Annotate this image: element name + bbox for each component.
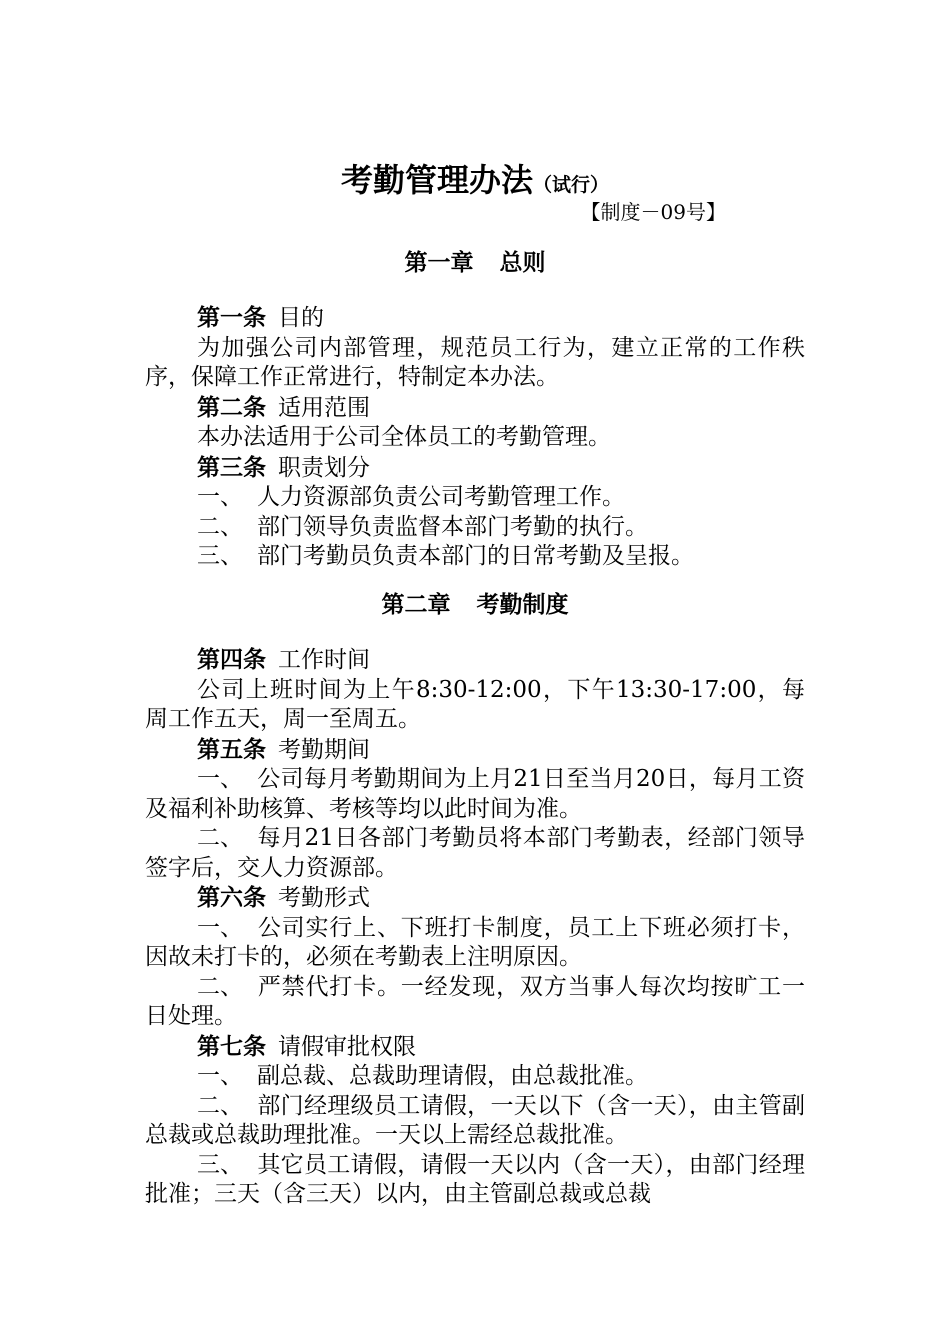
list-item: [145, 765, 805, 824]
item-number: 二、: [197, 973, 243, 1000]
title-main: 考勤管理办法: [340, 161, 533, 199]
item-number: 一、: [197, 484, 243, 510]
chapter-2-heading: [0, 590, 950, 620]
item-text: 人力资源部负责公司考勤管理工作。: [257, 484, 625, 510]
list-item: [145, 1151, 805, 1210]
item-text: 公司每月考勤期间为上月21日至当月20日，每月工资及福利补助核算、考核等均以此时间为准。: [145, 766, 805, 822]
item-text: 其它员工请假，请假一天以内（含一天），由部门经理批准；三天（含三天）以内，由主管副总裁或总裁: [145, 1151, 805, 1207]
article-3-heading: [145, 453, 805, 484]
article-1-text: 为加强公司内部管理，规范员工行为，建立正常的工作秩序，保障工作正常进行，特制定本办法。: [145, 334, 805, 390]
item-text: 部门领导负责监督本部门考勤的执行。: [257, 513, 648, 540]
item-number: 一、: [197, 766, 243, 792]
item-number: 二、: [197, 825, 243, 851]
article-title: 考勤形式: [278, 885, 370, 911]
article-title: 考勤期间: [278, 736, 370, 763]
list-item: [145, 1092, 805, 1151]
article-title: 目的: [278, 305, 324, 331]
article-label: 第一条: [197, 304, 266, 331]
list-item: [145, 973, 805, 1032]
item-text: 每月21日各部门考勤员将本部门考勤表，经部门领导签字后，交人力资源部。: [145, 825, 805, 881]
article-title: 适用范围: [278, 394, 370, 421]
article-label: 第四条: [197, 646, 266, 673]
item-text: 公司实行上、下班打卡制度，员工上下班必须打卡，因故未打卡的，必须在考勤表上注明原因。: [145, 914, 805, 970]
article-6-heading: [145, 883, 805, 914]
list-item: [145, 824, 805, 883]
item-text: 严禁代打卡。一经发现，双方当事人每次均按旷工一日处理。: [145, 973, 805, 1029]
article-2-text: 本办法适用于公司全体员工的考勤管理。: [197, 424, 611, 450]
item-number: 一、: [197, 1063, 243, 1089]
list-item: [145, 914, 805, 973]
document-number: 【制度－09号】: [580, 200, 726, 224]
article-title: 请假审批权限: [278, 1033, 416, 1060]
item-text: 部门经理级员工请假，一天以下（含一天），由主管副总裁或总裁助理批准。一天以上需经总裁批准。: [145, 1092, 805, 1148]
list-item: [145, 542, 805, 572]
item-number: 三、: [197, 543, 243, 569]
article-label: 第五条: [197, 735, 266, 763]
chapter-1-number: 第一章: [404, 249, 474, 276]
article-label: 第三条: [197, 453, 266, 481]
article-1-heading: [145, 303, 805, 334]
item-number: 三、: [197, 1151, 243, 1178]
item-number: 二、: [197, 1092, 243, 1119]
chapter-2-name: 考勤制度: [476, 591, 569, 618]
title-suffix: （试行）: [533, 174, 610, 196]
article-title: 工作时间: [278, 647, 370, 673]
article-7-heading: [145, 1032, 805, 1063]
article-label: 第二条: [197, 393, 266, 421]
article-label: 第七条: [197, 1032, 266, 1060]
item-text: 副总裁、总裁助理请假，由总裁批准。: [257, 1063, 648, 1089]
chapter-2-body: [145, 645, 805, 1210]
article-4-text: 公司上班时间为上午8:30-12:00，下午13:30-17:00，每周工作五天，周一至周五。: [145, 676, 805, 732]
chapter-1-name: 总则: [499, 249, 546, 276]
article-title: 职责划分: [278, 454, 370, 481]
list-item: [145, 513, 805, 543]
item-number: 一、: [197, 914, 243, 941]
chapter-2-number: 第二章: [381, 591, 451, 618]
article-5-heading: [145, 735, 805, 766]
list-item: [145, 1062, 805, 1092]
chapter-1-body: [145, 303, 805, 572]
article-2-heading: [145, 393, 805, 424]
list-item: [145, 483, 805, 513]
chapter-1-heading: [0, 248, 950, 278]
article-label: 第六条: [197, 884, 266, 911]
item-number: 二、: [197, 513, 243, 540]
document-title: [0, 160, 950, 205]
item-text: 部门考勤员负责本部门的日常考勤及呈报。: [257, 543, 694, 569]
article-4-heading: [145, 645, 805, 676]
